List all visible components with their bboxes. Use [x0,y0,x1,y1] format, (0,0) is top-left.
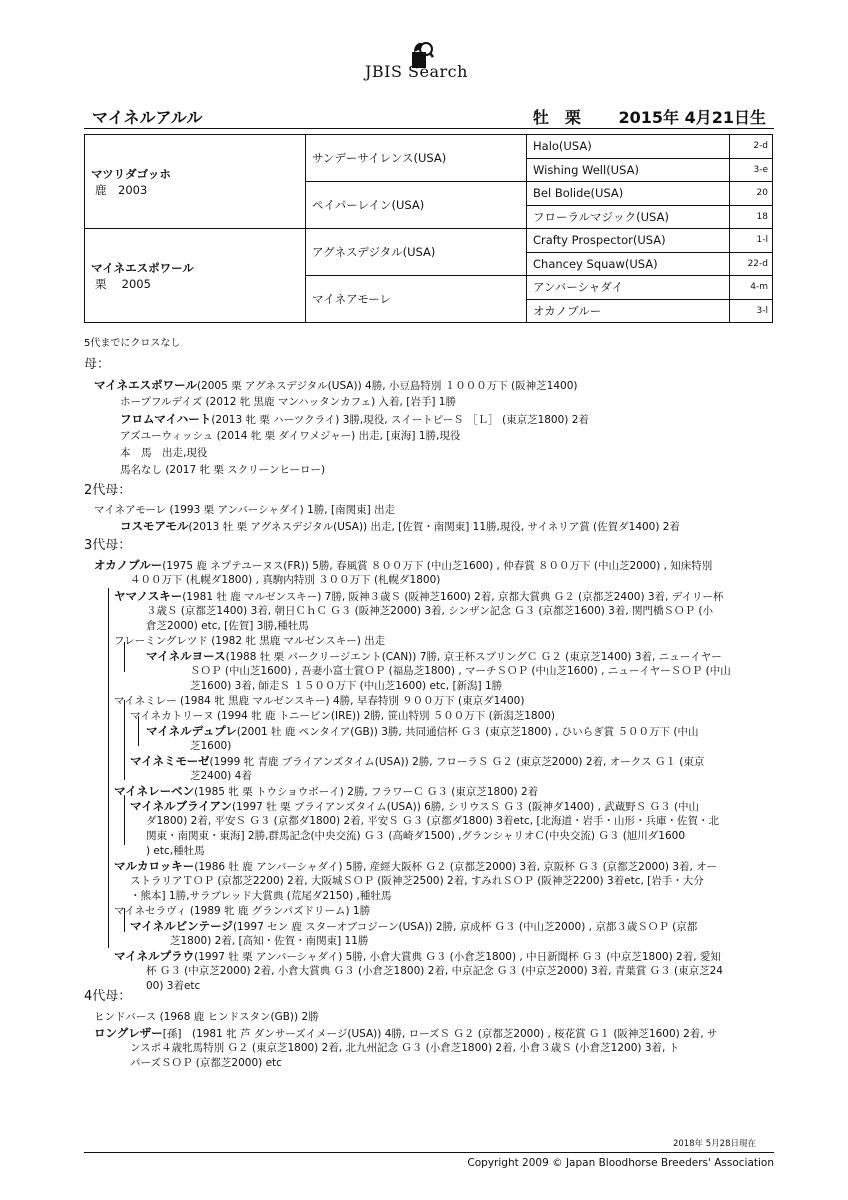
text-line [120,412,589,428]
text-line [130,1041,679,1056]
record-text: ４００万下 (札幌ダ1800) , 真駒内特別 ３００万下 (札幌ダ1800) [130,574,441,586]
family-bar [108,588,109,948]
record-text: ダ1800) 2着, 平安Ｓ Ｇ３ (京都ダ1800) 2着, 平安Ｓ Ｇ３ (京都ダ1800) 3着etc, [北海道・岩手・山形・兵庫・佐賀・北 [146,815,720,827]
record-text: (1997 牡 栗 ブライアンズタイム(USA)) 6勝, シリウスＳ Ｇ３ (阪神ダ1400) , 武蔵野Ｓ Ｇ３ (中山 [232,801,700,813]
record-text: ) etc,種牡馬 [146,845,205,857]
text-line [146,604,713,619]
record-text: [孫] (1981 牝 芦 ダンサーズイメージ(USA)) 4勝, ローズＳ Ｇ２ (京都芝2000) , 桜花賞 Ｇ１ (阪神芝1600) 2着, サ [162,1028,718,1040]
text-line [114,634,385,649]
text-line [120,429,460,444]
record-text: ・熊本] 1勝,サラブレッド大賞典 (荒尾ダ2150) ,種牡馬 [130,890,392,902]
pedigree-table [84,134,773,323]
text-line [114,949,721,965]
record-text: (2013 牡 栗 アグネスデジタル(USA)) 出走, [佐賀・南関東] 11勝,現役, サイネリア賞 (佐賀ダ1400) 2着 [188,521,680,533]
family-number: 1-l [730,229,773,253]
text-line [130,874,704,889]
text-line [146,829,685,844]
text-line [114,904,370,919]
text-line [130,573,440,588]
record-text: (2005 栗 アグネスデジタル(USA)) 4勝, 小豆島特別 １０００万下 (阪神芝1400) [196,380,578,392]
record-text: マイネセラヴィ (1989 牝 鹿 グランパズドリーム) 1勝 [114,905,371,917]
text-line [114,589,724,605]
sire-cell [85,135,306,229]
gen3-cell: Chancey Squaw(USA) [527,252,730,276]
cross-note: 5代までにクロスなし [84,338,181,349]
birth-date: 2015年 4月21日生 [618,108,766,127]
family-number: 18 [730,205,773,229]
gen3-cell: オカノブルー [527,299,730,323]
text-line [190,679,502,694]
horse-link[interactable]: マイネルヨース [146,649,226,663]
record-text: パーズＳＯＰ (京都芝2000) etc [130,1057,282,1069]
record-text: (1985 牝 栗 トウショウボーイ) 2勝, フラワーＣ Ｇ３ (東京芝1800) 2着 [194,786,539,798]
text-line [146,814,719,829]
gen3-cell: Halo(USA) [527,135,730,159]
record-text: 倉芝2000) etc, [佐賀] 3勝,種牡馬 [146,620,309,632]
horse-link[interactable]: マイネルプラウ [114,949,195,963]
record-text: (1999 牝 青鹿 ブライアンズタイム(USA)) 2勝, フローラＳ Ｇ２ (東京芝2000) 2着, オークス Ｇ１ (東京 [209,756,705,768]
text-line [190,769,252,784]
record-text: (2013 牝 栗 ハーツクライ) 3勝,現役, スイートピーＳ ［Ｌ］ (東京芝1800) 2着 [211,414,589,426]
horse-link[interactable]: マイネミモーゼ [130,754,210,768]
sire-info: 鹿 2003 [95,182,148,197]
horse-link[interactable]: オカノブルー [94,558,163,572]
record-text: マイネカトリーヌ (1994 牝 鹿 トニービン(IRE)) 2勝, 笹山特別 ５００万下 (新潟芝1800) [130,710,556,722]
horse-name: マイネルアルル [92,108,203,127]
family-bar [124,700,125,780]
record-text: 芝2400) 4着 [190,770,252,782]
dam-info: 栗 2005 [95,276,151,291]
text-line [120,519,680,535]
text-line [130,754,704,770]
text-line [130,799,699,815]
section-heading-3rd-dam: 3代母： [84,538,132,553]
record-text: アズユーウィッシュ (2014 牝 栗 ダイワメジャー) 出走, [東海] 1勝,現役 [120,430,461,442]
text-line [146,724,698,740]
record-text: フレーミングレツド (1982 牝 黒鹿 マルゼンスキー) 出走 [114,635,386,647]
family-number: 4-m [730,276,773,300]
horse-header [84,104,774,129]
section-heading-4th-dam: 4代母： [84,989,132,1004]
gen3-cell: Bel Bolide(USA) [527,182,730,206]
text-line [146,964,723,979]
gen3-cell: アンバーシャダイ [527,276,730,300]
text-line [146,649,722,665]
record-text: (1981 牡 鹿 マルゼンスキー) 7勝, 阪神３歳Ｓ (阪神芝1600) 2着, 京都大賞典 Ｇ２ (京都芝2400) 3着, デイリー杯 [182,591,724,603]
text-line [146,844,205,859]
horse-link[interactable]: フロムマイハート [120,412,212,426]
text-line [114,784,538,800]
sire-name: マツリダゴッホ [91,166,171,181]
gen2-cell: アグネスデジタル(USA) [306,229,527,276]
record-text: 馬名なし (2017 牝 栗 スクリーンヒーロー) [120,464,326,476]
jbis-logo [365,38,490,86]
horse-link[interactable]: マイネエスポワール [94,378,197,392]
record-text: マイネミレー (1984 牝 黒鹿 マルゼンスキー) 4勝, 早春特別 ９００万下 (東京ダ1400) [114,695,525,707]
record-text: ヒンドバース (1968 鹿 ヒンドスタン(GB)) 2勝 [94,1011,319,1023]
horse-link[interactable]: マルカロッキー [114,859,195,873]
gen3-cell: Wishing Well(USA) [527,158,730,182]
horse-link[interactable]: ヤマノスキー [114,589,183,603]
text-line [146,619,309,634]
text-line [130,709,555,724]
section-heading-dam: 母： [84,357,111,372]
text-line [114,694,524,709]
text-line [94,1010,319,1025]
copyright: Copyright 2009 © Japan Bloodhorse Breeders' Association [84,1152,774,1169]
section-heading-2nd-dam: 2代母： [84,483,132,498]
horse-link[interactable]: マイネルブライアン [130,799,233,813]
record-text: 芝1800) 2着, [高知・佐賀・南関東] 11勝 [170,935,369,947]
family-number: 22-d [730,252,773,276]
horse-link[interactable]: マイネルデュプレ [146,724,237,738]
logo-text: JBIS Search [365,62,468,81]
record-text: (1997 牡 栗 アンバーシャダイ) 5勝, 小倉大賞典 Ｇ３ (小倉芝1800) , 中日新聞杯 Ｇ３ (中京芝1800) 2着, 愛知 [194,951,721,963]
record-text: 00) 3着etc [146,980,201,992]
text-line [94,378,577,394]
horse-info [533,105,766,128]
text-line [190,664,731,679]
text-line [94,503,395,518]
record-text: (1986 牡 鹿 アンバーシャダイ) 5勝, 産經大阪杯 Ｇ２ (京都芝2000) 3着, 京阪杯 Ｇ３ (京都芝2000) 3着, オー [194,861,718,873]
record-text: マイネアモーレ (1993 栗 アンバーシャダイ) 1勝, [南関東] 出走 [94,504,396,516]
dam-cell [85,229,306,323]
gen2-cell: マイネアモーレ [306,276,527,323]
text-line [94,558,712,574]
text-line [130,1056,282,1071]
record-text: ストラリアＴＯＰ (京都芝2200) 2着, 大阪城ＳＯＰ (阪神芝2500) 2着, すみれＳＯＰ (阪神芝2200) 3着etc, [岩手・大分 [130,875,704,887]
record-text: ＳＯＰ (中山芝1600) , 吾妻小富士賞ＯＰ (福島芝1800) , マーチＳＯＰ (中山芝1600) , ニューイヤーＳＯＰ (中山 [190,665,731,677]
dam-name: マイネエスポワール [91,260,194,275]
text-line [120,463,325,478]
as-of-date: 2018年 5月28日現在 [672,1139,756,1149]
record-text: (2001 牡 鹿 ペンタイア(GB)) 3勝, 共同通信杯 Ｇ３ (東京芝1800) , ひいらぎ賞 ５００万下 (中山 [236,726,699,738]
family-number: 3-l [730,299,773,323]
text-line [120,395,456,410]
family-number: 20 [730,182,773,206]
family-number: 2-d [730,135,773,159]
record-text: 杯 Ｇ３ (中京芝2000) 2着, 小倉大賞典 Ｇ３ (小倉芝1800) 2着, 中京記念 Ｇ３ (中京芝2000) 3着, 青葉賞 Ｇ３ (東京芝24 [146,965,723,977]
gen2-cell: サンデーサイレンス(USA) [306,135,527,182]
sex-color: 牡 栗 [532,108,581,127]
text-line [146,979,200,994]
horse-link[interactable]: ロングレザー [94,1026,163,1040]
text-line [130,889,391,904]
text-line [114,859,717,875]
horse-link[interactable]: マイネレーベン [114,784,195,798]
record-text: 関東・南関東・東海] 2勝,群馬記念(中央交流) Ｇ３ (高崎ダ1500) ,グランシャリオＣ(中央交流) Ｇ３ (旭川ダ1600 [146,830,686,842]
text-line [120,446,207,461]
record-text: (1997 セン 鹿 スターオブコジーン(USA)) 2勝, 京成杯 Ｇ３ (中山芝2000) , 京都３歳ＳＯＰ (京都 [232,921,698,933]
record-text: (1975 鹿 ネプテユーヌス(FR)) 5勝, 春風賞 ８００万下 (中山芝1600) , 仲春賞 ８００万下 (中山芝2000) , 知床特別 [162,560,713,572]
family-bar [124,795,125,845]
record-text: 芝1600) [190,740,232,752]
family-number: 3-e [730,158,773,182]
record-text: ３歳Ｓ (京都芝1400) 3着, 朝日ＣｈＣ Ｇ３ (阪神芝2000) 3着, シンザン記念 Ｇ３ (京都芝1600) 3着, 関門橋ＳＯＰ (小 [146,605,713,617]
horse-link[interactable]: コスモアモル [120,519,189,533]
record-text: ンスポ４歳牝馬特別 Ｇ２ (東京芝1800) 2着, 北九州記念 Ｇ３ (小倉芝1800) 2着, 小倉３歳Ｓ (小倉芝1200) 3着, ト [130,1042,680,1054]
text-line [94,1026,717,1042]
gen3-cell: フローラルマジック(USA) [527,205,730,229]
record-text: 本 馬 出走,現役 [120,447,208,459]
record-text: ホープフルデイズ (2012 牝 黒鹿 マンハッタンカフェ) 入着, [岩手] 1勝 [120,396,456,408]
record-text: 芝1600) 3着, 師走Ｓ １５００万下 (中山芝1600) etc, [新潟] 1勝 [190,680,503,692]
text-line [190,739,231,754]
text-line [170,934,368,949]
gen2-cell: ペイパーレイン(USA) [306,182,527,229]
horse-link[interactable]: マイネルビンテージ [130,919,233,933]
record-text: (1988 牡 栗 パークリージエント(CAN)) 7勝, 京王杯スプリングＣ Ｇ２ (東京芝1400) 3着, ニューイヤー [225,651,722,663]
text-line [130,919,697,935]
gen3-cell: Crafty Prospector(USA) [527,229,730,253]
